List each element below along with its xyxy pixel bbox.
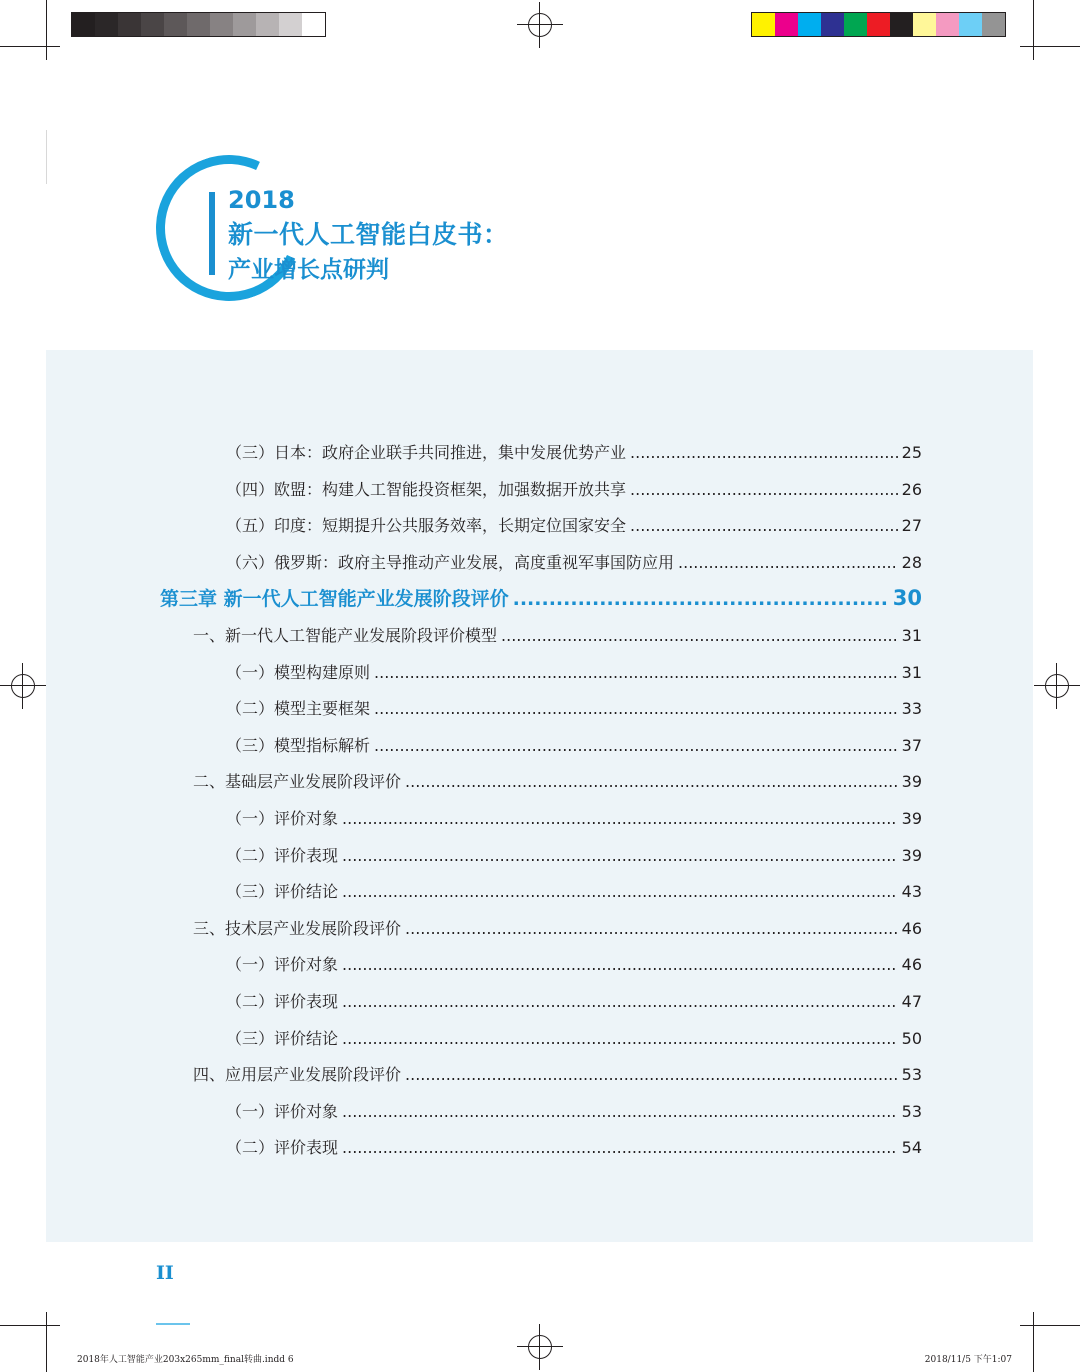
toc-leader-dots — [374, 736, 898, 755]
toc-leader-dots — [342, 1102, 898, 1121]
toc-entry-page: 43 — [901, 882, 922, 901]
color-swatch — [798, 13, 821, 36]
crop-mark — [1020, 46, 1080, 47]
color-swatch — [775, 13, 798, 36]
toc-entry-label: （五）印度：短期提升公共服务效率，长期定位国家安全 — [226, 516, 627, 535]
toc-entry-label: （二）评价表现 — [226, 846, 339, 865]
toc-entry-label: （二）评价表现 — [226, 1138, 339, 1157]
toc-entry-page: 39 — [901, 809, 922, 828]
toc-entry[interactable] — [226, 696, 922, 722]
toc-leader-dots — [513, 588, 889, 610]
crop-mark — [1033, 0, 1034, 60]
toc-leader-dots — [630, 443, 898, 462]
toc-entry-page: 39 — [901, 846, 922, 865]
crop-mark — [46, 0, 47, 60]
gray-swatch — [118, 13, 141, 36]
toc-entry-label: （三）评价结论 — [226, 882, 339, 901]
color-swatch — [936, 13, 959, 36]
margin-guide — [46, 130, 47, 184]
toc-entry-label: （三）日本：政府企业联手共同推进，集中发展优势产业 — [226, 443, 627, 462]
toc-entry-label: （三）模型指标解析 — [226, 736, 371, 755]
toc-entry-page: 33 — [901, 699, 922, 718]
toc-entry-page: 53 — [901, 1065, 922, 1084]
toc-entry-label: （四）欧盟：构建人工智能投资框架，加强数据开放共享 — [226, 480, 627, 499]
toc-entry-page: 46 — [901, 919, 922, 938]
grayscale-swatch-bar — [71, 12, 326, 37]
header-title-line2: 产业增长点研判 — [228, 257, 389, 283]
crop-mark — [0, 46, 60, 47]
toc-entry-label: （三）评价结论 — [226, 1029, 339, 1048]
toc-entry[interactable] — [226, 660, 922, 686]
toc-entry[interactable] — [226, 879, 922, 905]
gray-swatch — [279, 13, 302, 36]
color-swatch — [959, 13, 982, 36]
toc-leader-dots — [501, 626, 898, 645]
toc-leader-dots — [342, 809, 898, 828]
toc-entry-page: 53 — [901, 1102, 922, 1121]
toc-entry-label: 三、技术层产业发展阶段评价 — [193, 919, 402, 938]
registration-mark-right — [1034, 663, 1080, 709]
toc-leader-dots — [405, 919, 898, 938]
toc-leader-dots — [342, 1029, 898, 1048]
toc-leader-dots — [374, 663, 898, 682]
toc-leader-dots — [630, 480, 898, 499]
toc-entry-page: 47 — [901, 992, 922, 1011]
gray-swatch — [210, 13, 233, 36]
toc-leader-dots — [342, 882, 898, 901]
toc-entry-label: （一）评价对象 — [226, 809, 339, 828]
toc-entry[interactable] — [193, 623, 922, 649]
gray-swatch — [302, 13, 325, 36]
gray-swatch — [72, 13, 95, 36]
toc-entry-page: 28 — [901, 553, 922, 572]
toc-leader-dots — [630, 516, 898, 535]
toc-entry-page: 37 — [901, 736, 922, 755]
toc-entry[interactable] — [226, 1026, 922, 1052]
header-title-line1: 新一代人工智能白皮书： — [228, 220, 509, 249]
toc-entry[interactable] — [226, 733, 922, 759]
toc-entry[interactable] — [226, 1099, 922, 1125]
toc-entry-label: （一）评价对象 — [226, 955, 339, 974]
toc-leader-dots — [342, 1138, 898, 1157]
gray-swatch — [187, 13, 210, 36]
toc-entry[interactable] — [226, 513, 922, 539]
color-swatch — [752, 13, 775, 36]
toc-entry-page: 31 — [901, 663, 922, 682]
toc-entry[interactable] — [226, 440, 922, 466]
toc-entry-label: 一、新一代人工智能产业发展阶段评价模型 — [193, 626, 498, 645]
color-swatch — [844, 13, 867, 36]
toc-entry-page: 39 — [901, 772, 922, 791]
gray-swatch — [141, 13, 164, 36]
crop-mark — [1033, 1312, 1034, 1372]
toc-entry-page: 46 — [901, 955, 922, 974]
toc-entry[interactable] — [226, 477, 922, 503]
registration-mark-left — [0, 663, 46, 709]
toc-entry-label: （一）评价对象 — [226, 1102, 339, 1121]
toc-leader-dots — [405, 1065, 898, 1084]
registration-mark-top — [517, 2, 563, 48]
toc-entry-page: 50 — [901, 1029, 922, 1048]
toc-leader-dots — [342, 992, 898, 1011]
header-year: 2018 — [228, 186, 295, 214]
gray-swatch — [95, 13, 118, 36]
color-swatch — [890, 13, 913, 36]
toc-entry[interactable] — [226, 952, 922, 978]
toc-entry[interactable] — [226, 843, 922, 869]
print-slug-filename: 2018年人工智能产业203x265mm_final转曲.indd 6 — [77, 1355, 294, 1365]
color-swatch — [913, 13, 936, 36]
toc-leader-dots — [405, 772, 898, 791]
toc-leader-dots — [342, 846, 898, 865]
toc-entry[interactable] — [193, 769, 922, 795]
toc-leader-dots — [678, 553, 898, 572]
toc-entry[interactable] — [226, 550, 922, 576]
toc-entry-label: （二）评价表现 — [226, 992, 339, 1011]
gray-swatch — [233, 13, 256, 36]
color-swatch — [821, 13, 844, 36]
toc-leader-dots — [342, 955, 898, 974]
page-number-underline — [156, 1323, 190, 1325]
color-swatch — [982, 13, 1005, 36]
toc-entry-label: 二、基础层产业发展阶段评价 — [193, 772, 402, 791]
toc-entry-label: 第三章 新一代人工智能产业发展阶段评价 — [160, 588, 509, 610]
toc-entry-page: 31 — [901, 626, 922, 645]
print-slug-timestamp: 2018/11/5 下午1:07 — [924, 1355, 1012, 1365]
toc-leader-dots — [374, 699, 898, 718]
toc-entry-label: 四、应用层产业发展阶段评价 — [193, 1065, 402, 1084]
toc-entry-page: 27 — [901, 516, 922, 535]
toc-entry[interactable] — [193, 1062, 922, 1088]
crop-mark — [1020, 1325, 1080, 1326]
color-swatch — [867, 13, 890, 36]
toc-entry[interactable] — [226, 806, 922, 832]
gray-swatch — [164, 13, 187, 36]
toc-entry-page: 26 — [901, 480, 922, 499]
toc-entry-label: （六）俄罗斯：政府主导推动产业发展，高度重视军事国防应用 — [226, 553, 675, 572]
logo-bar — [209, 192, 215, 275]
toc-chapter-entry[interactable] — [160, 584, 922, 614]
crop-mark — [46, 1312, 47, 1372]
gray-swatch — [256, 13, 279, 36]
page-number: II — [156, 1262, 174, 1284]
color-swatch-bar — [751, 12, 1006, 37]
toc-entry-page: 30 — [892, 586, 922, 610]
toc-entry-page: 54 — [901, 1138, 922, 1157]
toc-entry[interactable] — [226, 989, 922, 1015]
toc-entry-page: 25 — [901, 443, 922, 462]
toc-entry[interactable] — [193, 916, 922, 942]
registration-mark-bottom — [517, 1324, 563, 1370]
crop-mark — [0, 1325, 60, 1326]
toc-entry-label: （一）模型构建原则 — [226, 663, 371, 682]
toc-entry-label: （二）模型主要框架 — [226, 699, 371, 718]
toc-entry[interactable] — [226, 1135, 922, 1161]
